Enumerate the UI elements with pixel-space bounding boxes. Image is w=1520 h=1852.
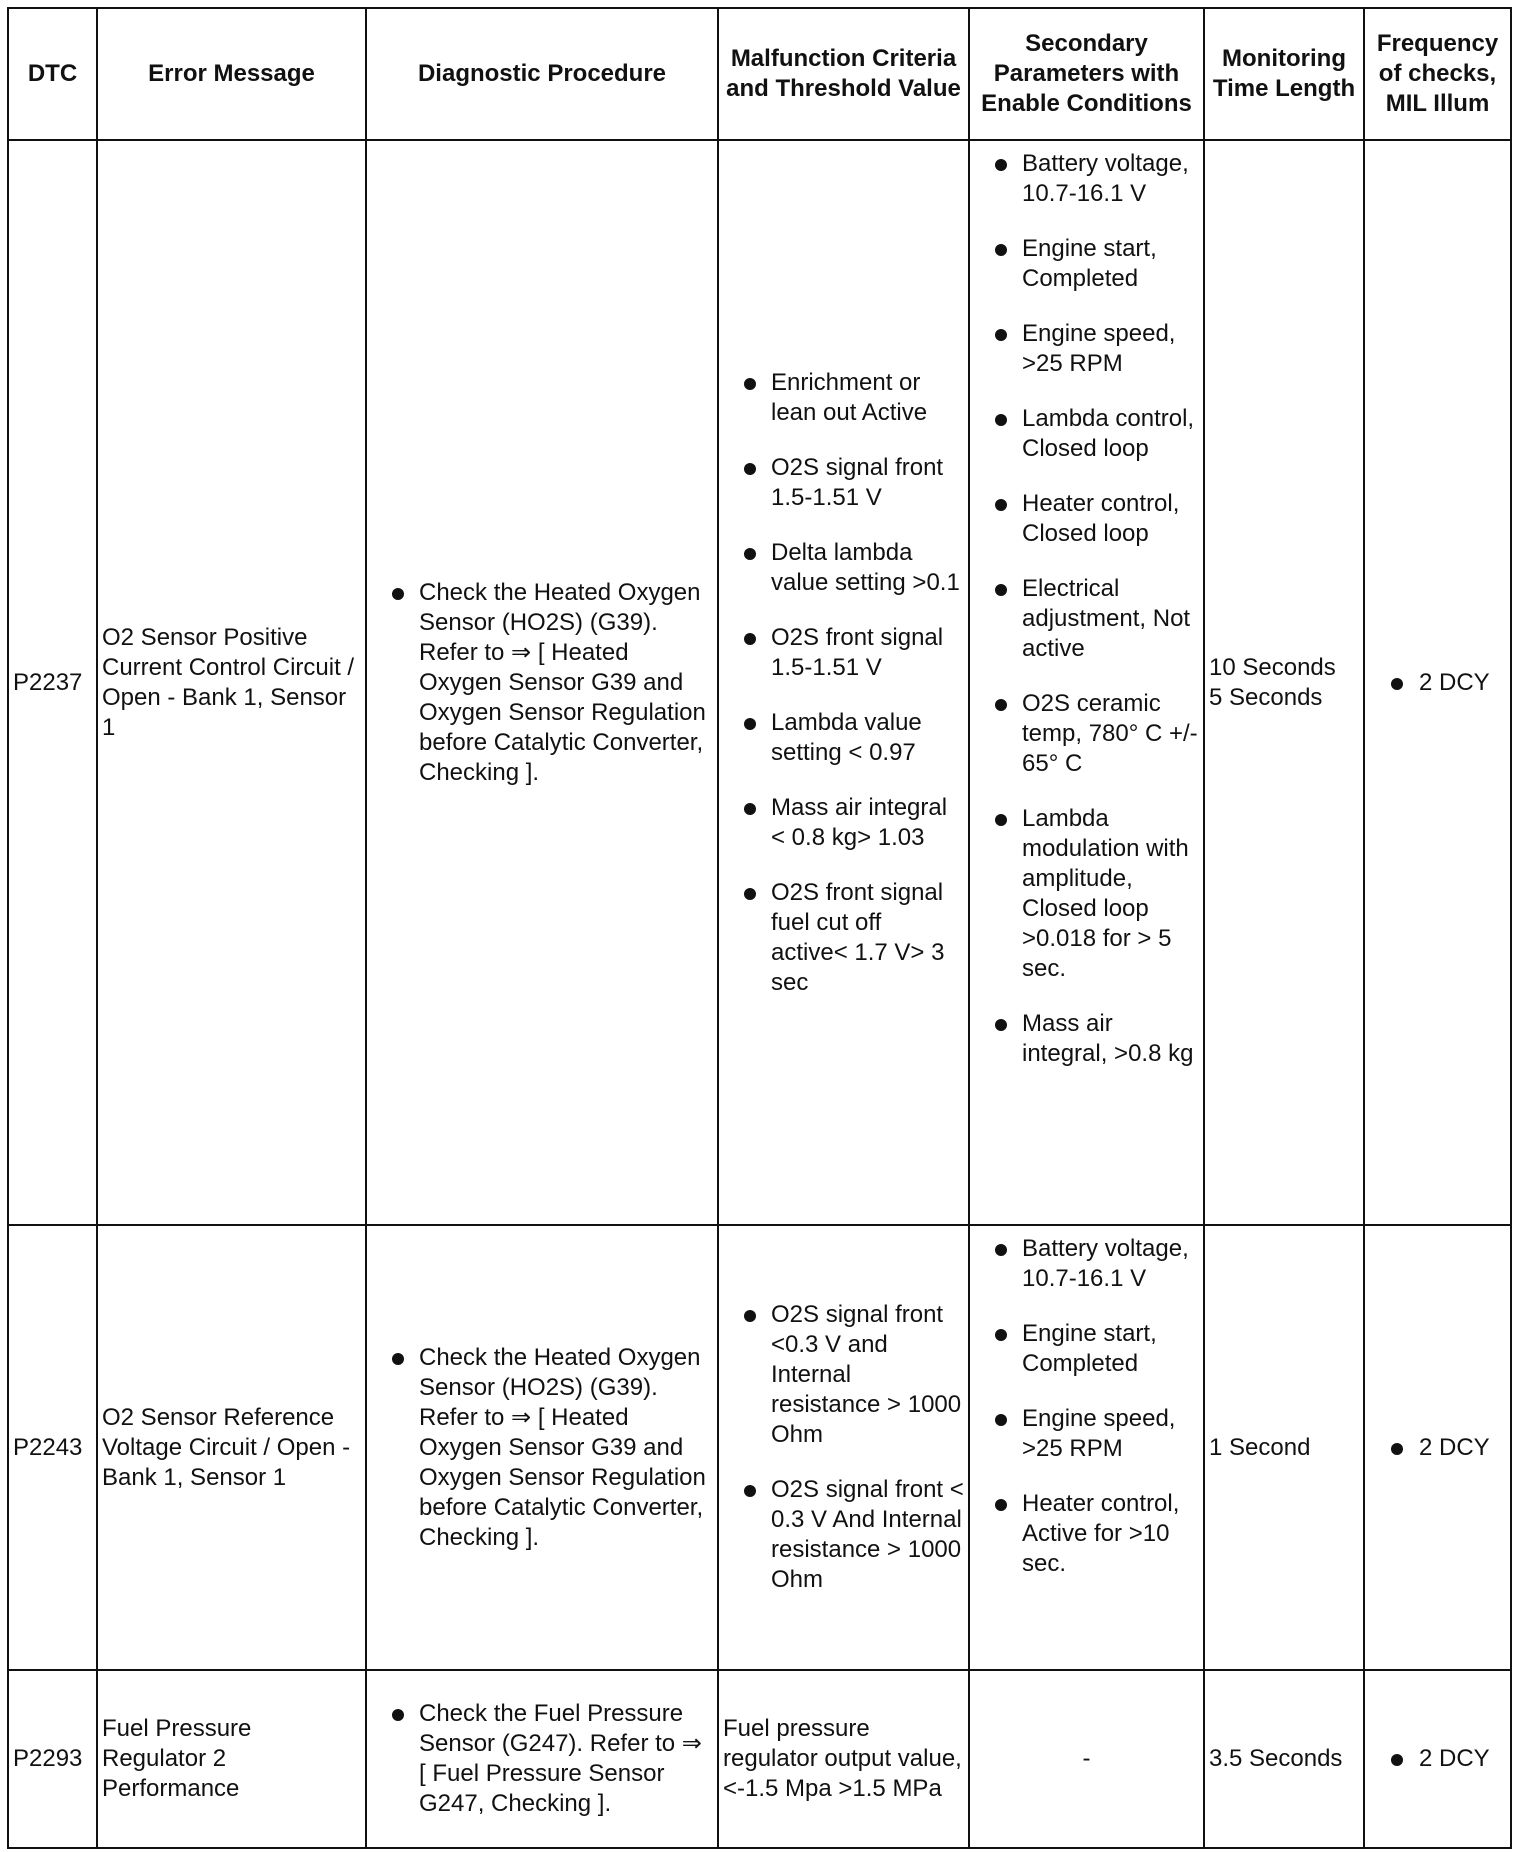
criteria-item: O2S signal front 1.5-1.51 V <box>723 453 964 513</box>
procedure-item: Check the Fuel Pressure Sensor (G247). Refer to ⇒ [ Fuel Pressure Sensor G247, Checking ]. <box>371 1699 713 1819</box>
monitoring-value: 3.5 Seconds <box>1209 1745 1343 1772</box>
criteria-item: Lambda value setting < 0.97 <box>723 708 964 768</box>
header-diagnostic-procedure: Diagnostic Procedure <box>366 8 718 140</box>
secondary-parameters <box>969 1225 1204 1670</box>
secondary-item: Heater control, Active for >10 sec. <box>974 1489 1199 1579</box>
table-row <box>8 1670 1511 1848</box>
secondary-item: Engine start, Completed <box>974 234 1199 294</box>
secondary-item: Engine speed, >25 RPM <box>974 319 1199 379</box>
criteria-item: Delta lambda value setting >0.1 <box>723 538 964 598</box>
monitoring-time <box>1204 140 1364 1225</box>
frequency <box>1364 1670 1511 1848</box>
error-message: O2 Sensor Reference Voltage Circuit / Open - Bank 1, Sensor 1 <box>97 1225 366 1670</box>
frequency-item: 2 DCY <box>1369 1744 1506 1774</box>
secondary-item: Engine start, Completed <box>974 1319 1199 1379</box>
error-message: O2 Sensor Positive Current Control Circuit / Open - Bank 1, Sensor 1 <box>97 140 366 1225</box>
malfunction-criteria <box>718 140 969 1225</box>
header-dtc: DTC <box>8 8 97 140</box>
secondary-item: Mass air integral, >0.8 kg <box>974 1009 1199 1069</box>
header-monitoring-time: Monitoring Time Length <box>1204 8 1364 140</box>
secondary-item: O2S ceramic temp, 780° C +/- 65° C <box>974 689 1199 779</box>
monitoring-value: 5 Seconds <box>1209 683 1323 711</box>
secondary-item: Lambda modulation with amplitude, Closed loop >0.018 for > 5 sec. <box>974 804 1199 984</box>
frequency-item: 2 DCY <box>1369 1433 1506 1463</box>
table-row <box>8 140 1511 1225</box>
procedure-item: Check the Heated Oxygen Sensor (HO2S) (G39). Refer to ⇒ [ Heated Oxygen Sensor G39 and Oxygen Sensor Regulation before Catalytic Converter, Checking ]. <box>371 1343 713 1553</box>
procedure-item: Check the Heated Oxygen Sensor (HO2S) (G39). Refer to ⇒ [ Heated Oxygen Sensor G39 and Oxygen Sensor Regulation before Catalytic Converter, Checking ]. <box>371 578 713 788</box>
dtc-code: P2293 <box>8 1670 97 1848</box>
table-row <box>8 1225 1511 1670</box>
diagnostic-procedure <box>366 140 718 1225</box>
header-error-message: Error Message <box>97 8 366 140</box>
criteria-item: Enrichment or lean out Active <box>723 368 964 428</box>
error-message: Fuel Pressure Regulator 2 Performance <box>97 1670 366 1848</box>
header-secondary-parameters: Secondary Parameters with Enable Conditions <box>969 8 1204 140</box>
dtc-code: P2237 <box>8 140 97 1225</box>
frequency <box>1364 140 1511 1225</box>
criteria-item: O2S signal front < 0.3 V And Internal resistance > 1000 Ohm <box>723 1475 964 1595</box>
frequency <box>1364 1225 1511 1670</box>
dtc-code: P2243 <box>8 1225 97 1670</box>
secondary-item: Battery voltage, 10.7-16.1 V <box>974 1234 1199 1294</box>
criteria-item: Mass air integral < 0.8 kg> 1.03 <box>723 793 964 853</box>
secondary-parameters: - <box>969 1670 1204 1848</box>
malfunction-criteria: Fuel pressure regulator output value, <-1.5 Mpa >1.5 MPa <box>718 1670 969 1848</box>
diagnostic-procedure <box>366 1225 718 1670</box>
criteria-item: O2S signal front <0.3 V and Internal resistance > 1000 Ohm <box>723 1300 964 1450</box>
header-row <box>8 8 1511 140</box>
frequency-item: 2 DCY <box>1369 668 1506 698</box>
dtc-table-sheet <box>7 7 1510 1847</box>
secondary-item: Electrical adjustment, Not active <box>974 574 1199 664</box>
monitoring-value: 1 Second <box>1209 1433 1311 1461</box>
malfunction-criteria <box>718 1225 969 1670</box>
secondary-item: Heater control, Closed loop <box>974 489 1199 549</box>
dtc-table <box>7 7 1512 1849</box>
secondary-item: Lambda control, Closed loop <box>974 404 1199 464</box>
header-malfunction-criteria: Malfunction Criteria and Threshold Value <box>718 8 969 140</box>
secondary-parameters <box>969 140 1204 1225</box>
monitoring-time <box>1204 1225 1364 1670</box>
secondary-item: Engine speed, >25 RPM <box>974 1404 1199 1464</box>
header-frequency: Frequency of checks, MIL Illum <box>1364 8 1511 140</box>
criteria-item: O2S front signal fuel cut off active< 1.7 V> 3 sec <box>723 878 964 998</box>
monitoring-value: 10 Seconds <box>1209 653 1336 681</box>
diagnostic-procedure <box>366 1670 718 1848</box>
criteria-item: O2S front signal 1.5-1.51 V <box>723 623 964 683</box>
secondary-item: Battery voltage, 10.7-16.1 V <box>974 149 1199 209</box>
monitoring-time <box>1204 1670 1364 1848</box>
